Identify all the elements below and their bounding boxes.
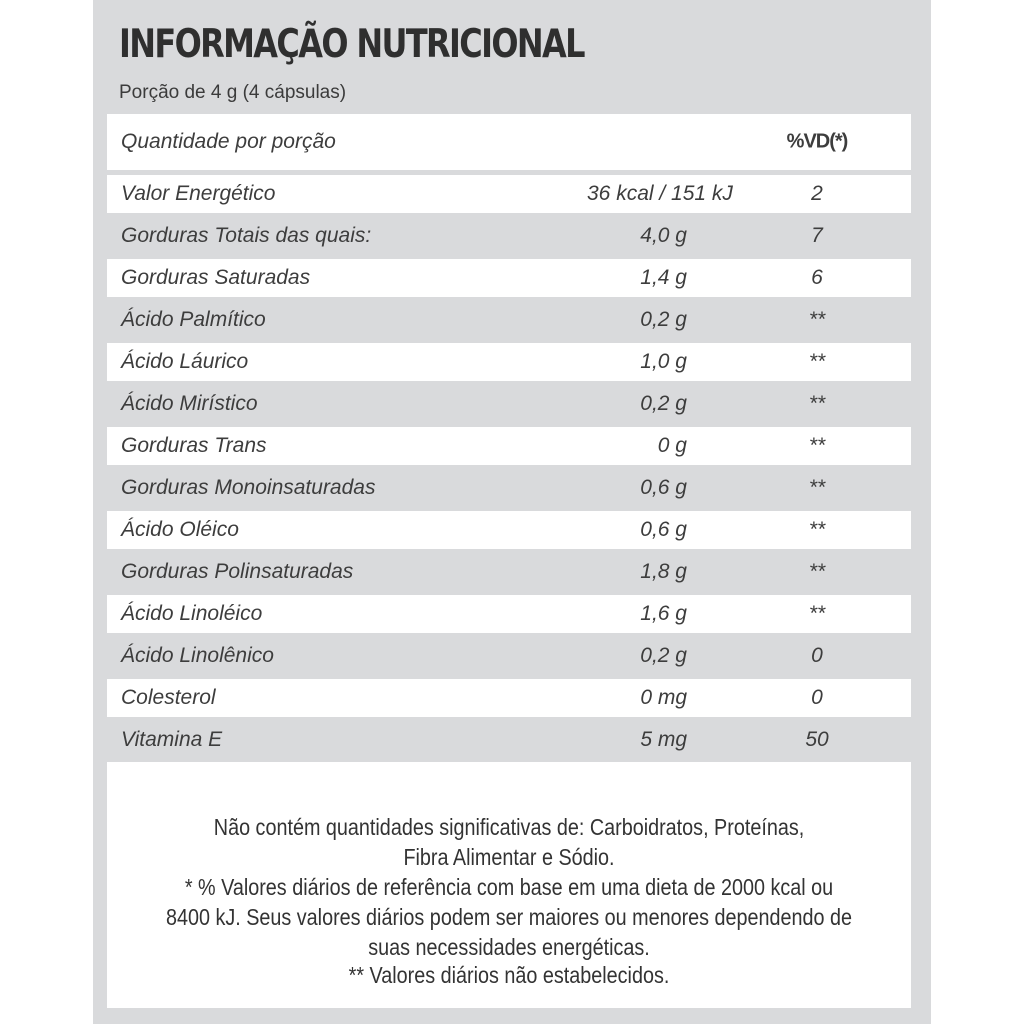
table-row	[107, 721, 911, 759]
nutrition-table	[107, 114, 911, 805]
footnote-line: Não contém quantidades significativas de: Carboidratos, Proteínas,	[213, 814, 805, 840]
nutrient-amount: 0,2 g	[640, 392, 687, 415]
nutrient-daily-value: **	[808, 392, 826, 415]
nutrient-amount: 4,0 g	[640, 224, 687, 247]
nutrient-amount: 0,6 g	[640, 518, 687, 541]
nutrient-label: Vitamina E	[121, 728, 223, 751]
nutrient-amount: 1,6 g	[640, 602, 687, 625]
nutrient-label: Gorduras Monoinsaturadas	[121, 476, 376, 499]
nutrient-daily-value: **	[808, 350, 826, 373]
nutrient-amount: 0,2 g	[640, 644, 687, 667]
quantity-per-portion-header: Quantidade por porção	[121, 130, 336, 153]
nutrient-label: Gorduras Polinsaturadas	[121, 560, 354, 583]
table-row	[107, 175, 911, 213]
footnotes	[107, 762, 911, 1008]
table-row	[107, 553, 911, 591]
nutrient-label: Gorduras Trans	[121, 434, 267, 457]
nutrient-label: Gorduras Totais das quais:	[121, 224, 372, 247]
nutrient-daily-value: **	[808, 560, 826, 583]
footnote-line: * % Valores diários de referência com base em uma dieta de 2000 kcal ou	[184, 874, 834, 900]
daily-value-header: %VD(*)	[786, 130, 848, 153]
table-header	[107, 114, 911, 170]
nutrient-amount: 0,2 g	[640, 308, 687, 331]
footnote-line: 8400 kJ. Seus valores diários podem ser maiores ou menores dependendo de	[165, 904, 853, 930]
nutrient-amount: 1,4 g	[640, 266, 687, 289]
table-row	[107, 343, 911, 381]
page-title: INFORMAÇÃO NUTRICIONAL	[119, 22, 584, 67]
nutrient-label: Gorduras Saturadas	[121, 266, 311, 289]
nutrient-daily-value: **	[808, 518, 826, 541]
nutrient-daily-value: 6	[811, 266, 823, 289]
table-row	[107, 301, 911, 339]
nutrient-daily-value: **	[808, 308, 826, 331]
nutrient-label: Colesterol	[121, 686, 216, 709]
nutrient-daily-value: **	[808, 476, 826, 499]
nutrient-amount: 5 mg	[640, 728, 687, 751]
nutrient-amount: 0 g	[657, 434, 687, 457]
table-row	[107, 217, 911, 255]
nutrient-daily-value: 7	[811, 224, 823, 247]
nutrient-daily-value: 2	[811, 182, 823, 205]
table-row	[107, 259, 911, 297]
nutrition-facts-panel	[93, 0, 931, 1024]
table-row	[107, 469, 911, 507]
nutrient-amount: 0 mg	[640, 686, 687, 709]
nutrient-amount: 36 kcal / 151 kJ	[587, 182, 733, 205]
portion-size: Porção de 4 g (4 cápsulas)	[119, 82, 347, 103]
footnote-line: ** Valores diários não estabelecidos.	[348, 962, 670, 988]
table-row	[107, 511, 911, 549]
footnote-line: suas necessidades energéticas.	[368, 934, 650, 960]
nutrient-label: Ácido Linoléico	[121, 602, 263, 625]
nutrient-daily-value: 0	[811, 686, 823, 709]
table-row	[107, 595, 911, 633]
footnote-line: Fibra Alimentar e Sódio.	[403, 844, 615, 870]
table-row	[107, 637, 911, 675]
nutrient-amount: 1,0 g	[640, 350, 687, 373]
nutrient-daily-value: 0	[811, 644, 823, 667]
nutrient-label: Ácido Láurico	[121, 350, 249, 373]
nutrient-label: Valor Energético	[121, 182, 276, 205]
nutrient-daily-value: **	[808, 602, 826, 625]
nutrient-amount: 1,8 g	[640, 560, 687, 583]
table-row	[107, 679, 911, 717]
nutrient-label: Ácido Palmítico	[121, 308, 266, 331]
table-row	[107, 385, 911, 423]
nutrient-label: Ácido Linolênico	[121, 644, 274, 667]
table-row	[107, 427, 911, 465]
nutrient-daily-value: 50	[805, 728, 829, 751]
nutrient-label: Ácido Oléico	[121, 518, 239, 541]
nutrient-amount: 0,6 g	[640, 476, 687, 499]
nutrient-label: Ácido Mirístico	[121, 392, 258, 415]
nutrient-daily-value: **	[808, 434, 826, 457]
